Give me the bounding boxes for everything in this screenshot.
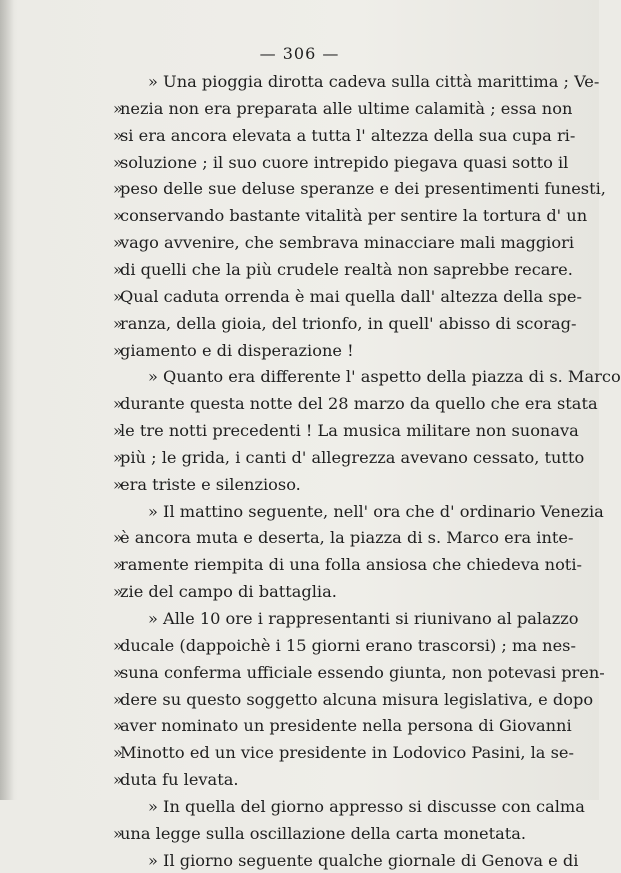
text-line: di quelli che la più crudele realtà non saprebbe recare. [120,260,573,279]
guillemet-marker: » [113,555,123,574]
text-line: dere su questo soggetto alcuna misura legislativa, e dopo [120,690,594,709]
text-line: giamento e di disperazione ! [120,341,354,360]
guillemet-marker: » [113,690,123,709]
text-line: è ancora muta e deserta, la piazza di s. Marco era inte- [120,528,574,547]
text-line: duta fu levata. [120,770,239,789]
guillemet-marker: » [113,421,123,440]
guillemet-marker: » [113,475,123,494]
guillemet-marker: » [113,126,123,145]
text-line: durante questa notte del 28 marzo da quello che era stata [120,394,598,413]
guillemet-marker: » [113,663,123,682]
text-line: suna conferma ufficiale essendo giunta, non potevasi pren- [120,663,605,682]
guillemet-marker: » [113,206,123,225]
guillemet-marker: » [113,314,123,333]
guillemet-marker: » [113,582,123,601]
text-line: » Il mattino seguente, nell' ora che d' ordinario Venezia [148,502,604,521]
text-line: una legge sulla oscillazione della carta monetata. [120,824,527,843]
guillemet-marker: » [113,99,123,118]
page-number: — 306 — [259,44,340,63]
text-line: più ; le grida, i canti d' allegrezza avevano cessato, tutto [120,448,585,467]
guillemet-marker: » [113,260,123,279]
guillemet-marker: » [113,636,123,655]
guillemet-marker: » [113,287,123,306]
text-line: » Alle 10 ore i rappresentanti si riunivano al palazzo [148,609,579,628]
text-line: peso delle sue deluse speranze e dei presentimenti funesti, [120,179,606,198]
text-line: conservando bastante vitalità per sentire la tortura d' un [120,206,588,225]
text-line: zie del campo di battaglia. [120,582,337,601]
text-line: vago avvenire, che sembrava minacciare mali maggiori [120,233,575,252]
page-edge-shadow [0,0,14,800]
guillemet-marker: » [113,153,123,172]
guillemet-marker: » [113,528,123,547]
text-line: Qual caduta orrenda è mai quella dall' altezza della spe- [120,287,582,306]
guillemet-marker: » [113,770,123,789]
guillemet-marker: » [113,394,123,413]
guillemet-marker: » [113,716,123,735]
guillemet-marker: » [113,824,123,843]
text-line: ranza, della gioia, del trionfo, in quell' abisso di scorag- [120,314,577,333]
text-line: » In quella del giorno appresso si discusse con calma [148,797,585,816]
text-line: soluzione ; il suo cuore intrepido piegava quasi sotto il [120,153,569,172]
text-line: ducale (dappoichè i 15 giorni erano trascorsi) ; ma nes- [120,636,576,655]
guillemet-marker: » [113,448,123,467]
guillemet-marker: » [113,341,123,360]
guillemet-marker: » [113,179,123,198]
guillemet-marker: » [113,743,123,762]
text-line: » Una pioggia dirotta cadeva sulla città marittima ; Ve- [148,72,600,91]
text-line: » Il giorno seguente qualche giornale di Genova e di [148,851,579,870]
text-line: ramente riempita di una folla ansiosa che chiedeva noti- [120,555,582,574]
guillemet-marker: » [113,233,123,252]
text-line: » Quanto era differente l' aspetto della piazza di s. Marco [148,367,621,386]
text-line: Minotto ed un vice presidente in Lodovico Pasini, la se- [120,743,574,762]
text-line: si era ancora elevata a tutta l' altezza della sua cupa ri- [120,126,576,145]
text-line: nezia non era preparata alle ultime calamità ; essa non [120,99,573,118]
text-line: era triste e silenzioso. [120,475,301,494]
text-line: le tre notti precedenti ! La musica militare non suonava [120,421,579,440]
text-line: aver nominato un presidente nella persona di Giovanni [120,716,572,735]
